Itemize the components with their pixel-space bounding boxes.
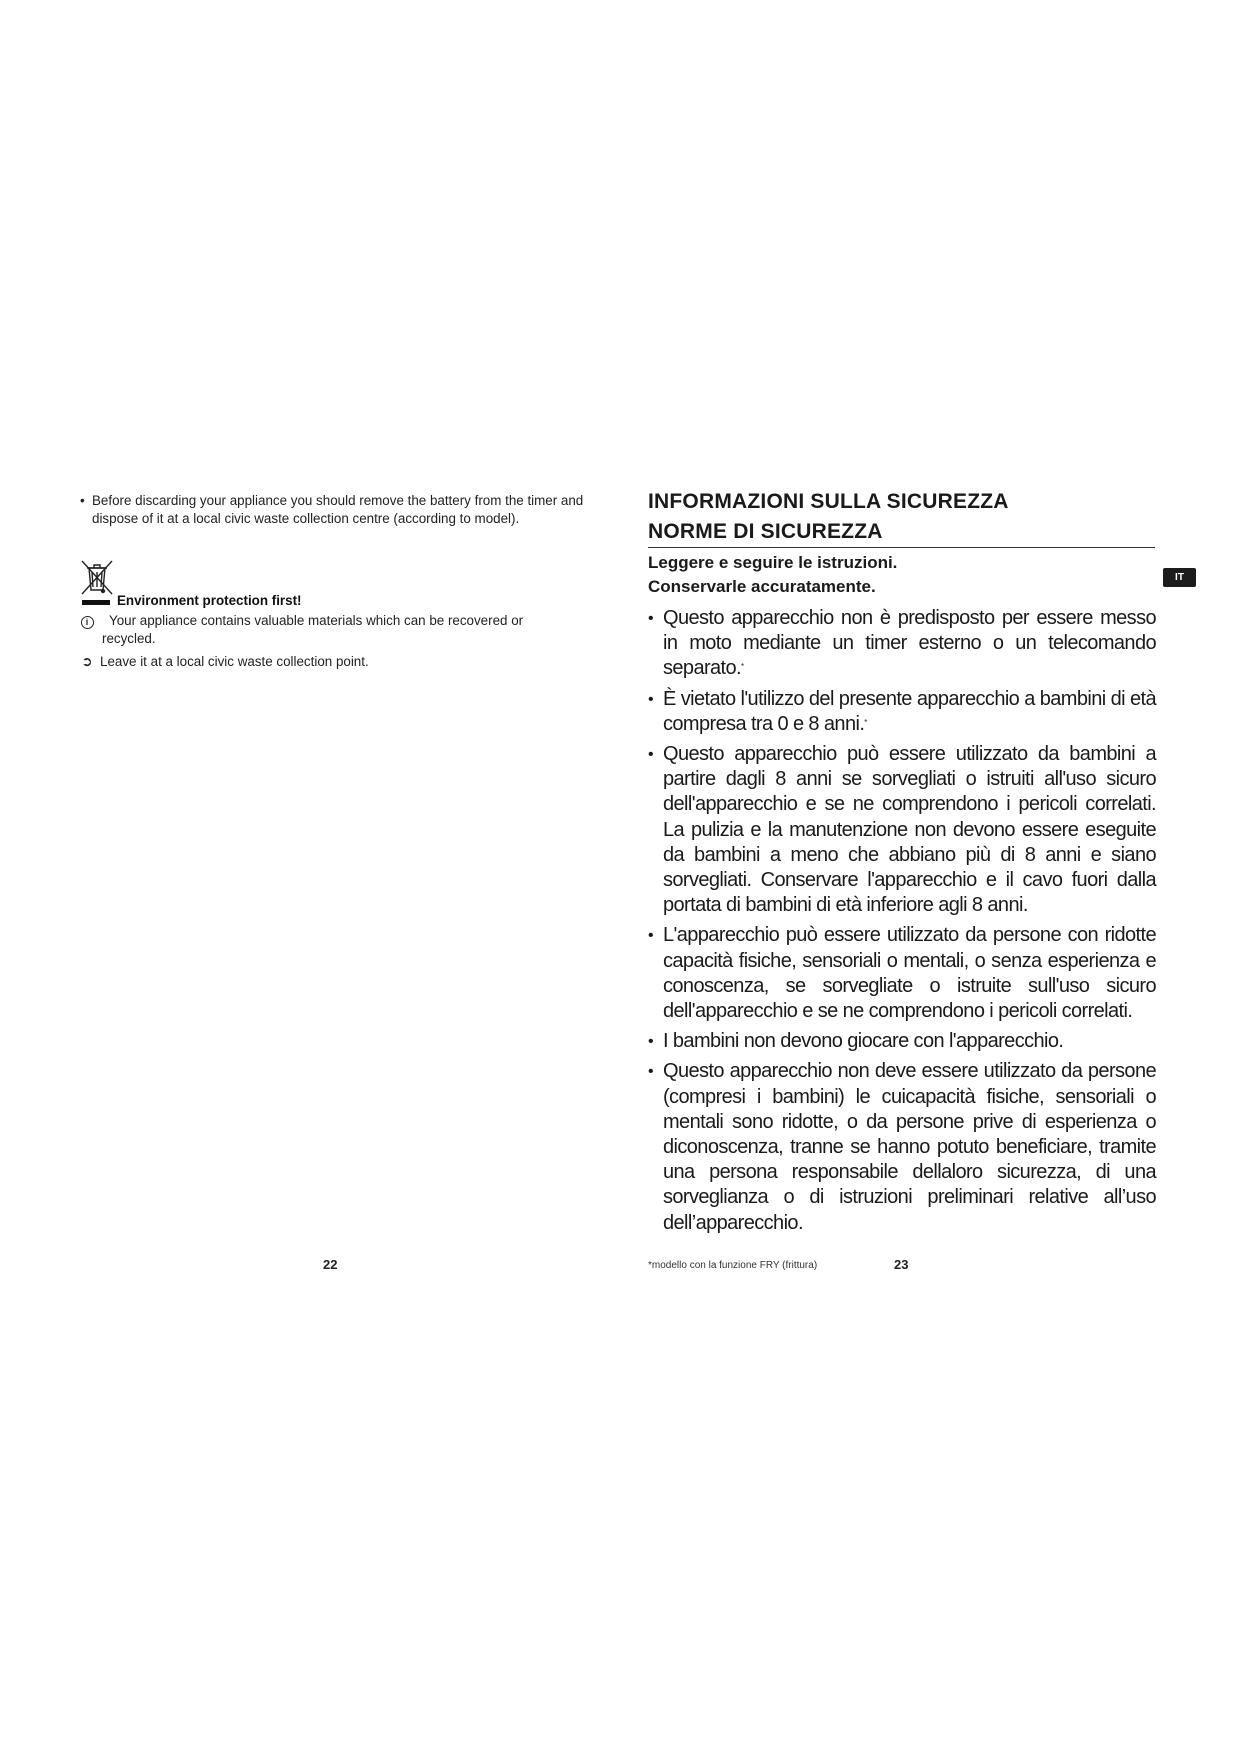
arrow-right-icon: ➲ xyxy=(81,654,93,669)
battery-disposal-bullet xyxy=(80,492,600,528)
safety-item-text: Questo apparecchio non deve essere utilizzato da persone (compresi i bambini) le cuicapacità fisiche, sensoriali o mentali sono ridotte, o da persone prive di esperienza o diconoscenza, tranne se hanno potuto beneficiare, tramite una persona responsabile dellaloro sicurezza, di una sorveglianza o di istruzioni preliminari relative all’uso dell’apparecchio. xyxy=(663,1060,1156,1234)
language-tab: IT xyxy=(1163,568,1196,587)
safety-item: • L'apparecchio può essere utilizzato da persone con ridotte capacità fisiche, sensoriali o mentali, o senza esperienza e conoscenza, se sorvegliate o istruite sull'uso sicuro dell'apparecchio e se ne comprendono i pericoli correlati. xyxy=(648,924,1156,1023)
safety-item-text: Questo apparecchio può essere utilizzato da bambini a partire dagli 8 anni se sorvegliati o istruiti all'uso sicuro dell'apparecchio e se ne comprendono i pericoli correlati. La pulizia e la manutenzione non devono essere eseguite da bambini a meno che abbiano più di 8 anni e siano sorvegliati. Conservare l'apparecchio e il cavo fuori dalla portata di bambini di età inferiore agli 8 anni. xyxy=(663,743,1156,917)
safety-item-text: Questo apparecchio non è predisposto per essere messo in moto mediante un timer esterno o un telecomando separato. xyxy=(663,607,1156,680)
section-heading: INFORMAZIONI SULLA SICUREZZA xyxy=(648,490,1009,513)
environment-info-row xyxy=(80,612,580,648)
instruction-read: Leggere e seguire le istruzioni. xyxy=(648,553,898,572)
instruction-keep: Conservarle accuratamente. xyxy=(648,577,876,596)
bullet-dot: • xyxy=(80,493,85,508)
footnote-mark: * xyxy=(741,662,744,672)
info-icon: i xyxy=(80,612,94,630)
safety-item: • I bambini non devono giocare con l'apparecchio. xyxy=(648,1030,1064,1053)
crossed-out-wheelie-bin-icon xyxy=(80,558,114,596)
environment-title-bar xyxy=(82,600,110,605)
heading-divider xyxy=(648,547,1155,548)
safety-item: • Questo apparecchio non è predisposto per essere messo in moto mediante un timer esterno o un telecomando separato.* xyxy=(648,607,1156,680)
safety-item: • Questo apparecchio può essere utilizzato da bambini a partire dagli 8 anni se sorvegliati o istruiti all'uso sicuro dell'apparecchio e se ne comprendono i pericoli correlati. La pulizia e la manutenzione non devono essere eseguite da bambini a meno che abbiano più di 8 anni e siano sorvegliati. Conservare l'apparecchio e il cavo fuori dalla portata di bambini di età inferiore agli 8 anni. xyxy=(648,743,1156,917)
environment-action-row xyxy=(80,653,580,671)
section-subheading: NORME DI SICUREZZA xyxy=(648,520,883,543)
safety-item-text: I bambini non devono giocare con l'apparecchio. xyxy=(663,1030,1064,1053)
footnote-mark: * xyxy=(864,717,867,727)
safety-item: • È vietato l'utilizzo del presente apparecchio a bambini di età compresa tra 0 e 8 anni.* xyxy=(648,687,1156,735)
battery-disposal-text: Before discarding your appliance you should remove the battery from the timer and dispose of it at a local civic waste collection centre (according to model). xyxy=(92,493,584,526)
safety-item-text: L'apparecchio può essere utilizzato da persone con ridotte capacità fisiche, sensoriali o mentali, o senza esperienza e conoscenza, se sorvegliate o istruite sull'uso sicuro dell'apparecchio e se ne comprendono i pericoli correlati. xyxy=(663,924,1156,1023)
safety-item: • Questo apparecchio non deve essere utilizzato da persone (compresi i bambini) le cuicapacità fisiche, sensoriali o mentali sono ridotte, o da persone prive di esperienza o diconoscenza, tranne se hanno potuto beneficiare, tramite una persona responsabile dellaloro sicurezza, di una sorveglianza o di istruzioni preliminari relative all’uso dell’apparecchio. xyxy=(648,1060,1156,1234)
safety-item-text: È vietato l'utilizzo del presente apparecchio a bambini di età compresa tra 0 e 8 anni. xyxy=(663,687,1156,735)
safety-list xyxy=(648,606,1156,1241)
page-number-right: 23 xyxy=(894,1257,909,1272)
environment-info-text: Your appliance contains valuable materials which can be recovered or recycled. xyxy=(102,613,524,646)
environment-title: Environment protection first! xyxy=(117,593,302,608)
footnote: *modello con la funzione FRY (frittura) xyxy=(648,1260,818,1271)
environment-action-text: Leave it at a local civic waste collection point. xyxy=(100,654,369,669)
page-number-left: 22 xyxy=(323,1257,338,1272)
